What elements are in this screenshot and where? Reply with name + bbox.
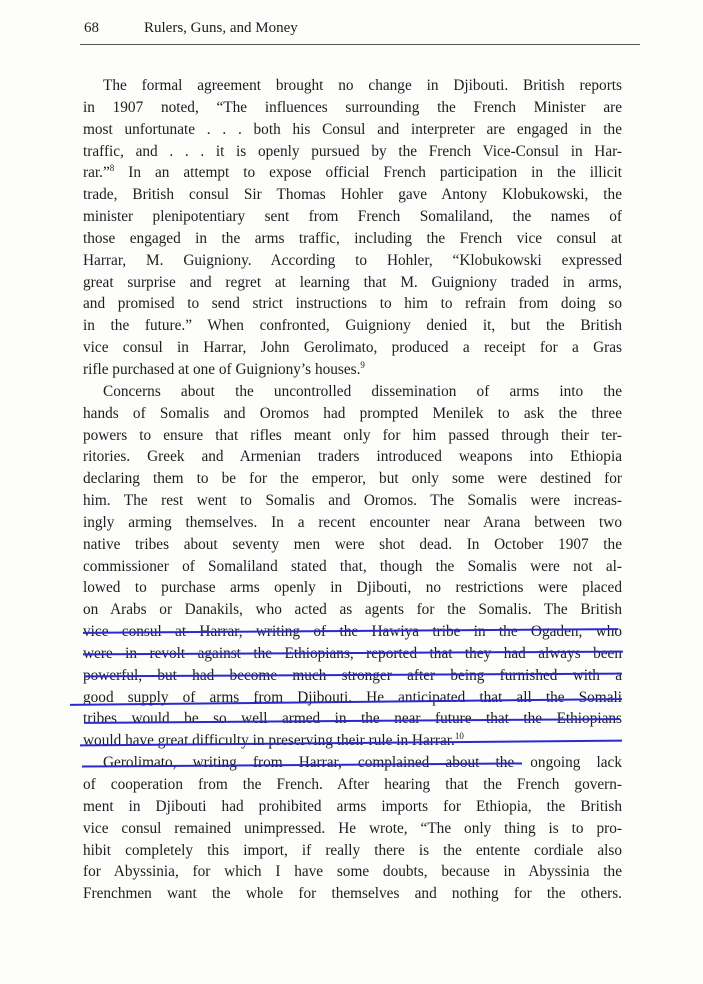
footnote-ref: 10 <box>454 731 464 742</box>
text-line: great surprise and regret at learning that M. Guigniony traded in arms, <box>83 273 622 291</box>
text-line: hands of Somalis and Oromos had prompted Menilek to ask the three <box>83 404 622 422</box>
text-line: trade, British consul Sir Thomas Hohler gave Antony Klobukowski, the <box>83 186 622 204</box>
text-line: Concerns about the uncontrolled dissemination of arms into the <box>103 382 622 400</box>
text-line: vice consul remained unimpressed. He wrote, “The only thing is to pro- <box>83 819 622 837</box>
footnote-ref: 8 <box>109 163 115 174</box>
text-fragment: rar.” <box>83 164 110 182</box>
text-line: vice consul at Harrar, writing of the Hawiya tribe in the Ogaden, who <box>83 623 622 641</box>
text-fragment: rifle purchased at one of Guigniony’s houses. <box>83 360 361 378</box>
page-header <box>80 14 640 42</box>
text-line: and promised to send strict instructions to him to refrain from doing so <box>83 295 622 313</box>
text-line: ingly arming themselves. In a recent encounter near Arana between two <box>83 513 622 531</box>
text-line: vice consul in Harrar, John Gerolimato, produced a receipt for a Gras <box>83 339 622 357</box>
text-line: those engaged in the arms traffic, including the French vice consul at <box>83 229 622 247</box>
text-line <box>83 359 622 381</box>
text-line: him. The rest went to Somalis and Oromos. The Somalis were increas- <box>83 492 622 510</box>
text-line: were in revolt against the Ethiopians, reported that they had always been <box>83 644 622 662</box>
text-line: lowed to purchase arms openly in Djibouti, no restrictions were placed <box>83 579 622 597</box>
text-line: of cooperation from the French. After hearing that the French govern- <box>83 776 622 793</box>
text-line: hibit completely this import, if really there is the entente cordiale also <box>83 841 622 859</box>
body-text <box>83 75 622 905</box>
text-line: Harrar, M. Guigniony. According to Hohler, “Klobukowski expressed <box>83 251 622 269</box>
text-line: native tribes about seventy men were shot dead. In October 1907 the <box>83 535 622 553</box>
text-fragment: In an attempt to expose official French participation in the illicit <box>114 164 622 182</box>
text-line: on Arabs or Danakils, who acted as agents for the Somalis. The British <box>83 601 622 619</box>
text-line: in the future.” When confronted, Guigniony denied it, but the British <box>83 317 622 335</box>
text-line: minister plenipotentiary sent from French Somaliland, the names of <box>83 208 622 226</box>
text-line: ment in Djibouti had prohibited arms imports for Ethiopia, the British <box>83 797 622 815</box>
text-fragment: would have great difficulty in preserving their rule in Harrar. <box>83 732 455 750</box>
text-line: commissioner of Somaliland stated that, though the Somalis were not al- <box>83 557 622 575</box>
text-line: tribes would be so well armed in the near future that the Ethiopians <box>83 710 622 728</box>
text-line: powers to ensure that rifles meant only for him passed through their ter- <box>83 426 622 444</box>
text-line: The formal agreement brought no change in Djibouti. British reports <box>103 77 622 94</box>
text-line <box>83 162 622 184</box>
text-line: most unfortunate . . . both his Consul and interpreter are engaged in the <box>83 120 622 138</box>
text-line: good supply of arms from Djibouti. He anticipated that all the Somali <box>83 688 622 706</box>
page-number: 68 <box>84 20 99 36</box>
text-line: Frenchmen want the whole for themselves and nothing for the others. <box>83 885 622 903</box>
text-line: powerful, but had become much stronger after being furnished with a <box>83 666 622 684</box>
text-line: for Abyssinia, for which I have some doubts, because in Abyssinia the <box>83 863 622 881</box>
text-line: declaring them to be for the emperor, but only some were destined for <box>83 470 622 488</box>
text-line: ritories. Greek and Armenian traders introduced weapons into Ethiopia <box>83 448 622 466</box>
header-rule <box>80 44 640 45</box>
text-line: traffic, and . . . it is openly pursued by the French Vice-Consul in Har- <box>83 142 622 160</box>
footnote-ref: 9 <box>360 359 365 370</box>
text-line: Gerolimato, writing from Harrar, complained about the ongoing lack <box>103 754 622 772</box>
text-line: in 1907 noted, “The influences surrounding the French Minister are <box>83 98 622 116</box>
running-title: Rulers, Guns, and Money <box>144 20 298 36</box>
